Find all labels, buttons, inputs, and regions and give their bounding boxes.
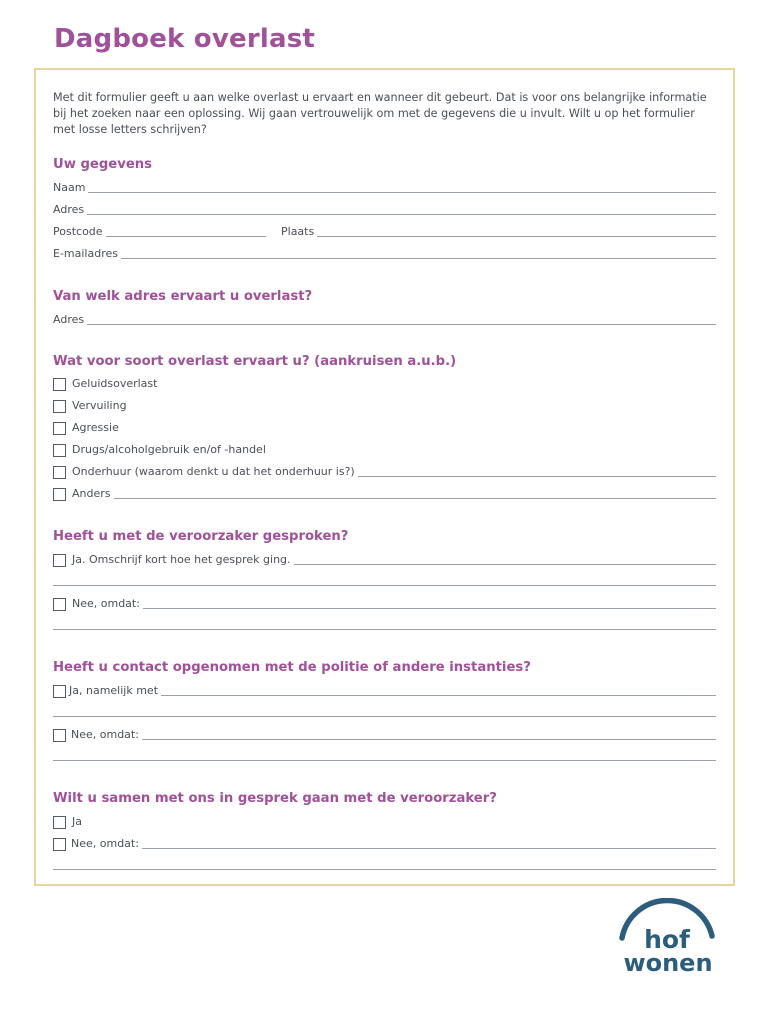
- hof-wonen-logo: [612, 898, 722, 974]
- ja-label: Ja: [72, 815, 82, 828]
- ja-label: Ja. Omschrijf kort hoe het gesprek ging.: [72, 553, 291, 566]
- nee-label: Nee, omdat:: [72, 597, 140, 610]
- option-label: Anders: [72, 487, 111, 500]
- option-label: Onderhuur (waarom denkt u dat het onderhuur is?): [72, 465, 355, 478]
- postcode-line[interactable]: [106, 236, 266, 237]
- writing-line[interactable]: [53, 760, 716, 761]
- email-line[interactable]: [121, 258, 716, 259]
- checkbox[interactable]: [53, 488, 66, 501]
- writing-line[interactable]: [53, 629, 716, 630]
- email-label: E-mailadres: [53, 247, 118, 260]
- option-drugs[interactable]: [53, 442, 269, 456]
- ja-line[interactable]: [161, 695, 716, 696]
- checkbox[interactable]: [53, 838, 66, 851]
- logo-text-hof: hof: [644, 925, 690, 954]
- heading-veroorzaker-gesproken: Heeft u met de veroorzaker gesproken?: [53, 529, 349, 544]
- postcode-label: Postcode: [53, 225, 103, 238]
- writing-line[interactable]: [53, 585, 716, 586]
- ja-line[interactable]: [294, 564, 716, 565]
- plaats-label: Plaats: [281, 225, 315, 238]
- heading-soort-overlast: Wat voor soort overlast ervaart u? (aankruisen a.u.b.): [53, 354, 457, 369]
- adres-label: Adres: [53, 203, 85, 216]
- heading-overlast-adres: Van welk adres ervaart u overlast?: [53, 289, 313, 304]
- checkbox[interactable]: [53, 685, 66, 698]
- gesprek-nee[interactable]: [53, 836, 716, 850]
- email-field[interactable]: [53, 246, 716, 260]
- option-anders[interactable]: [53, 486, 716, 500]
- plaats-line[interactable]: [317, 236, 716, 237]
- politie-ja[interactable]: [53, 683, 716, 697]
- option-onderhuur[interactable]: [53, 464, 716, 478]
- adres-line[interactable]: [87, 214, 716, 215]
- postcode-field[interactable]: [53, 224, 266, 238]
- checkbox[interactable]: [53, 444, 66, 457]
- ja-label: Ja, namelijk met: [69, 684, 159, 697]
- checkbox[interactable]: [53, 466, 66, 479]
- option-label: Geluidsoverlast: [72, 377, 158, 390]
- onderhuur-line[interactable]: [358, 476, 716, 477]
- heading-politie-contact: Heeft u contact opgenomen met de politie of andere instanties?: [53, 660, 531, 675]
- naam-label: Naam: [53, 181, 86, 194]
- nee-label: Nee, omdat:: [71, 837, 139, 850]
- nee-line[interactable]: [142, 739, 716, 740]
- overlast-adres-label: Adres: [53, 313, 85, 326]
- writing-line[interactable]: [53, 869, 716, 870]
- gesproken-ja[interactable]: [53, 552, 716, 566]
- checkbox[interactable]: [53, 422, 66, 435]
- option-agressie[interactable]: [53, 420, 122, 434]
- overlast-adres-line[interactable]: [87, 324, 716, 325]
- checkbox[interactable]: [53, 729, 66, 742]
- gesprek-ja[interactable]: [53, 814, 85, 828]
- option-label: Vervuiling: [72, 399, 127, 412]
- logo-text-wonen: wonen: [623, 949, 713, 974]
- overlast-adres-field[interactable]: [53, 312, 716, 326]
- nee-line[interactable]: [142, 848, 716, 849]
- option-label: Drugs/alcoholgebruik en/of -handel: [72, 443, 266, 456]
- checkbox[interactable]: [53, 400, 66, 413]
- politie-nee[interactable]: [53, 727, 716, 741]
- checkbox[interactable]: [53, 554, 66, 567]
- heading-samen-gesprek: Wilt u samen met ons in gesprek gaan met de veroorzaker?: [53, 791, 497, 806]
- checkbox[interactable]: [53, 598, 66, 611]
- option-label: Agressie: [72, 421, 119, 434]
- nee-label: Nee, omdat:: [71, 728, 139, 741]
- checkbox[interactable]: [53, 378, 66, 391]
- option-geluidsoverlast[interactable]: [53, 376, 160, 390]
- option-vervuiling[interactable]: [53, 398, 130, 412]
- checkbox[interactable]: [53, 816, 66, 829]
- anders-line[interactable]: [114, 498, 717, 499]
- adres-field[interactable]: [53, 202, 716, 216]
- naam-line[interactable]: [88, 192, 716, 193]
- plaats-field[interactable]: [281, 224, 716, 238]
- naam-field[interactable]: [53, 180, 716, 194]
- page-title: Dagboek overlast: [54, 24, 316, 54]
- gesproken-nee[interactable]: [53, 596, 716, 610]
- heading-uw-gegevens: Uw gegevens: [53, 157, 153, 172]
- nee-line[interactable]: [143, 608, 716, 609]
- writing-line[interactable]: [53, 716, 716, 717]
- intro-text: Met dit formulier geeft u aan welke overlast u ervaart en wanneer dit gebeurt. Dat is voor ons belangrijke informatie bij het zoeken naar een oplossing. Wij gaan vertrouwelijk om met de gegevens die u invult. Wilt u op het formulier met losse letters schrijven?: [53, 91, 707, 136]
